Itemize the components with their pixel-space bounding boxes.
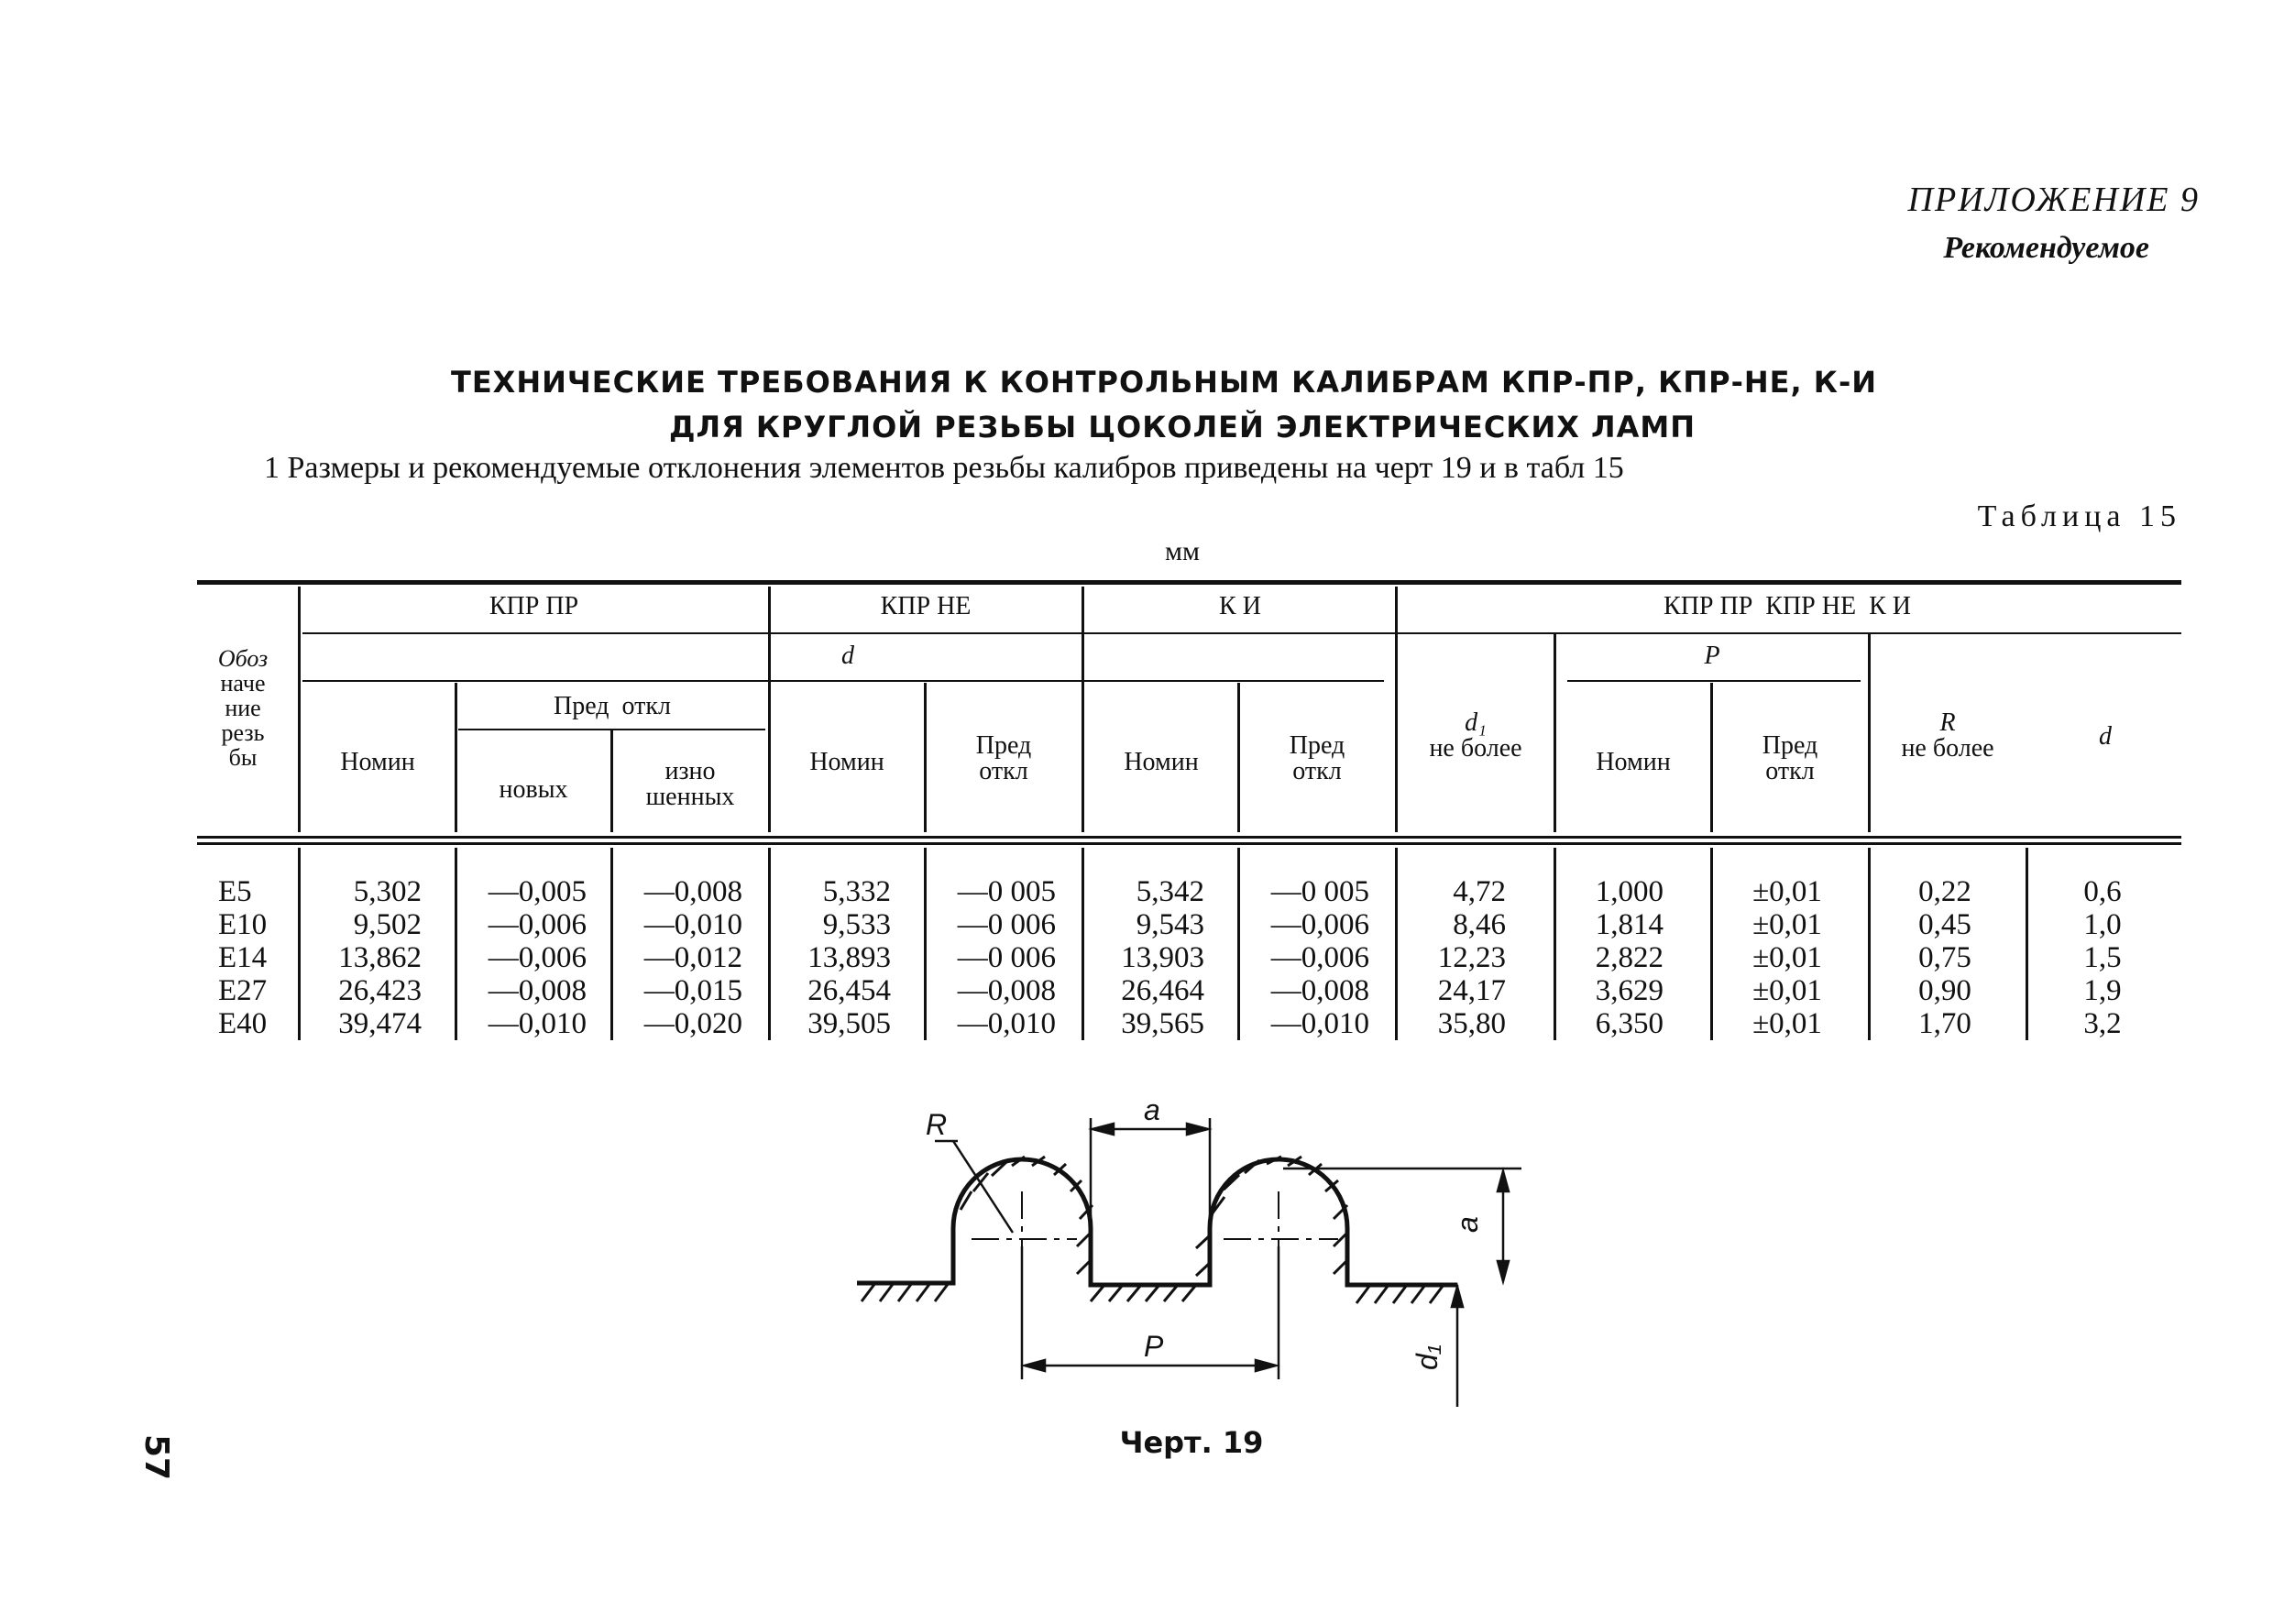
table-cell: 0,22 xyxy=(1918,875,1971,908)
vline xyxy=(768,848,771,1040)
vline xyxy=(768,587,771,832)
designation-column xyxy=(218,875,301,1040)
group-kpr-pr: КПР ПР xyxy=(489,592,579,620)
table-cell: 9,543 xyxy=(1136,908,1204,941)
table-cell: 5,302 xyxy=(353,875,422,908)
table-cell: E27 xyxy=(218,974,268,1007)
table-cell: —0,010 xyxy=(957,1007,1056,1040)
header-bottom-rule-2 xyxy=(197,842,2181,845)
table-cell: 1,70 xyxy=(1918,1007,1971,1040)
kpr-pr-new-column xyxy=(458,875,587,1040)
table-cell: —0,006 xyxy=(488,908,587,941)
table-cell: 0,45 xyxy=(1918,908,1971,941)
kpr-ne-nomin-header: Номин xyxy=(809,748,884,776)
vline xyxy=(924,848,927,1040)
table-cell: 26,423 xyxy=(338,974,422,1007)
table-cell: 24,17 xyxy=(1437,974,1506,1007)
table-cell: —0,006 xyxy=(488,941,587,974)
table-cell: E40 xyxy=(218,1007,268,1040)
table-cell: 9,502 xyxy=(353,908,422,941)
table-top-rule xyxy=(197,580,2181,585)
d1-header: d₁ не более xyxy=(1429,708,1522,763)
p-nomin-column xyxy=(1558,875,1664,1040)
table-cell: 5,332 xyxy=(822,875,891,908)
appendix-title: ПРИЛОЖЕНИЕ 9 xyxy=(1907,181,2200,219)
kpr-pr-nomin-header: Номин xyxy=(340,748,415,776)
table-cell: 39,505 xyxy=(807,1007,891,1040)
table-cell: 12,23 xyxy=(1437,941,1506,974)
table-label: Таблица 15 xyxy=(1977,499,2181,533)
vline xyxy=(1395,848,1398,1040)
group-rule xyxy=(302,632,2181,634)
ki-dev-header: Пред откл xyxy=(1289,731,1345,785)
table-cell: —0,008 xyxy=(643,875,742,908)
table-cell: ±0,01 xyxy=(1752,974,1822,1007)
table-cell: —0,015 xyxy=(643,974,742,1007)
table-cell: 13,903 xyxy=(1121,941,1204,974)
table-cell: 6,350 xyxy=(1595,1007,1664,1040)
group-all: КПР ПР КПР НЕ К И xyxy=(1664,592,1911,620)
group-ki: К И xyxy=(1219,592,1261,620)
vline xyxy=(1082,848,1084,1040)
r-column xyxy=(1872,875,2018,1040)
table-cell: 1,0 xyxy=(2083,908,2122,941)
table-cell: 9,533 xyxy=(822,908,891,941)
kpr-ne-nomin-column xyxy=(772,875,891,1040)
table-cell: 13,862 xyxy=(338,941,422,974)
table-cell: —0 006 xyxy=(957,908,1056,941)
appendix-subtitle: Рекомендуемое xyxy=(1943,231,2149,265)
label-r: R xyxy=(926,1108,948,1141)
table-cell: E14 xyxy=(218,941,268,974)
table-cell: 39,565 xyxy=(1121,1007,1204,1040)
kpr-pr-new-header: новых xyxy=(499,775,568,804)
table-cell: 0,90 xyxy=(1918,974,1971,1007)
thread-profile-outline xyxy=(857,1159,1457,1285)
vline xyxy=(1395,587,1398,832)
kpr-pr-worn-column xyxy=(614,875,742,1040)
d1-column xyxy=(1400,875,1506,1040)
table-cell: —0,010 xyxy=(643,908,742,941)
label-d1: d₁ xyxy=(1411,1344,1444,1370)
d-header: d xyxy=(841,642,854,670)
table-cell: 1,5 xyxy=(2083,941,2122,974)
table-cell: 2,822 xyxy=(1595,941,1664,974)
p-rule xyxy=(1567,680,1861,682)
table-cell: ±0,01 xyxy=(1752,941,1822,974)
table-cell: 1,000 xyxy=(1595,875,1664,908)
p-header: P xyxy=(1704,642,1720,670)
p-nomin-header: Номин xyxy=(1596,748,1671,776)
table-cell: E5 xyxy=(218,875,252,908)
table-cell: 39,474 xyxy=(338,1007,422,1040)
table-cell: —0,008 xyxy=(1270,974,1369,1007)
table-cell: 26,464 xyxy=(1121,974,1204,1007)
table-cell: —0,010 xyxy=(1270,1007,1369,1040)
ki-dev-column xyxy=(1241,875,1369,1040)
table-cell: —0 005 xyxy=(1270,875,1369,908)
table-cell: 3,2 xyxy=(2083,1007,2122,1040)
d-last-header: d xyxy=(2099,722,2112,751)
table-cell: 3,629 xyxy=(1595,974,1664,1007)
table-cell: —0 006 xyxy=(957,941,1056,974)
table-cell: —0,008 xyxy=(488,974,587,1007)
d-rule xyxy=(302,680,1384,682)
vline xyxy=(610,848,613,1040)
group-kpr-ne: КПР НЕ xyxy=(880,592,972,620)
table-cell: ±0,01 xyxy=(1752,875,1822,908)
table-cell: 8,46 xyxy=(1453,908,1506,941)
table-cell: ±0,01 xyxy=(1752,908,1822,941)
label-a-right: a xyxy=(1451,1216,1484,1233)
header-bottom-rule-1 xyxy=(197,836,2181,839)
table-cell: —0,006 xyxy=(1270,941,1369,974)
kpr-pr-nomin-column xyxy=(302,875,422,1040)
table-cell: 13,893 xyxy=(807,941,891,974)
pred-otkl-span: Пред откл xyxy=(554,692,671,720)
figure-caption: Черт. 19 xyxy=(1119,1425,1264,1460)
table-cell: 1,9 xyxy=(2083,974,2122,1007)
vline xyxy=(1868,848,1871,1040)
kpr-ne-dev-header: Пред откл xyxy=(975,731,1032,785)
ki-nomin-column xyxy=(1085,875,1204,1040)
vline xyxy=(2026,848,2028,1040)
p-dev-column xyxy=(1714,875,1861,1040)
table-cell: 0,6 xyxy=(2083,875,2122,908)
r-header: R не более xyxy=(1901,708,1994,763)
table-cell: —0,010 xyxy=(488,1007,587,1040)
table-cell: 0,75 xyxy=(1918,941,1971,974)
label-a-top: a xyxy=(1144,1093,1160,1126)
table-cell: 4,72 xyxy=(1453,875,1506,908)
kpr-ne-dev-column xyxy=(928,875,1056,1040)
vline xyxy=(298,587,301,832)
vline xyxy=(1554,848,1556,1040)
intro-paragraph: 1 Размеры и рекомендуемые отклонения элементов резьбы калибров приведены на черт 19 и в табл 15 xyxy=(264,451,1624,485)
table-units: мм xyxy=(1165,536,1200,566)
designation-header: Обоз наче ние резь бы xyxy=(217,645,269,771)
kpr-pr-worn-header: изно шенных xyxy=(645,757,735,811)
table-cell: 5,342 xyxy=(1136,875,1204,908)
ki-nomin-header: Номин xyxy=(1124,748,1199,776)
vline xyxy=(455,848,457,1040)
table-cell: —0,006 xyxy=(1270,908,1369,941)
table-cell: 26,454 xyxy=(807,974,891,1007)
p-dev-header: Пред откл xyxy=(1762,731,1818,785)
d-column xyxy=(2029,875,2176,1040)
table-cell: —0,005 xyxy=(488,875,587,908)
vline xyxy=(1237,848,1240,1040)
vline xyxy=(1710,848,1713,1040)
table-cell: —0,012 xyxy=(643,941,742,974)
table-cell: ±0,01 xyxy=(1752,1007,1822,1040)
vline xyxy=(1082,587,1084,832)
table-cell: 35,80 xyxy=(1437,1007,1506,1040)
table-cell: —0,008 xyxy=(957,974,1056,1007)
table-cell: 1,814 xyxy=(1595,908,1664,941)
table-cell: E10 xyxy=(218,908,268,941)
page-number: 57 xyxy=(137,1433,175,1481)
table-cell: —0 005 xyxy=(957,875,1056,908)
label-p: P xyxy=(1144,1330,1164,1363)
table-cell: —0,020 xyxy=(643,1007,742,1040)
